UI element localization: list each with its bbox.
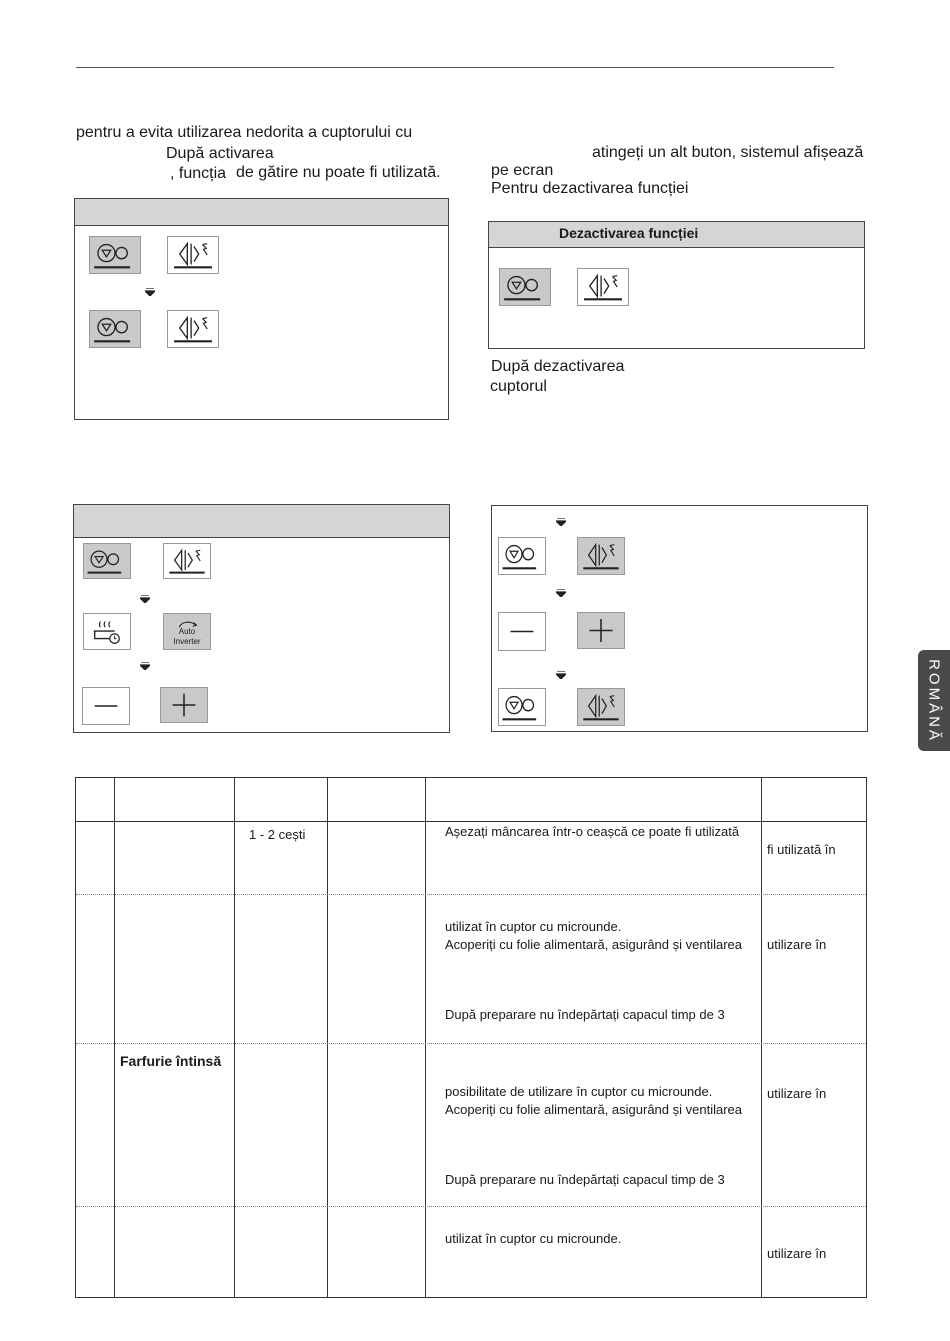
stop-circle-icon [499,538,545,574]
right-line-3: Pentru dezactivarea funcției [491,180,689,197]
start-microwave-icon [578,538,624,574]
instruction-cell: Acoperiți cu folie alimentară, asigurând și ventilarea [445,1102,742,1117]
right-line-1: atingeți un alt buton, sistemul afișează [592,144,864,161]
instruction-cell: utilizat în cuptor cu microunde. [445,1231,622,1246]
note-cell: utilizare în [767,1086,827,1101]
start-microwave-icon [578,269,628,305]
instruction-cell: Acoperiți cu folie alimentară, asigurând și ventilarea [445,937,742,952]
language-label: ROMÂNĂ [925,658,943,743]
inverter-label: Inverter [173,637,201,646]
plus-icon [161,688,207,722]
note-cell: fi utilizată în [767,842,836,857]
row-divider [76,1206,866,1207]
minus-icon [499,613,545,650]
down-arrow-icon [145,288,155,296]
row-divider [76,1043,866,1044]
stop-circle-icon [84,544,130,578]
deactivation-box [488,221,865,349]
start-button[interactable] [577,688,625,726]
start-microwave-icon [164,544,210,578]
start-button[interactable] [167,310,219,348]
language-tab [918,650,950,751]
col-divider [761,778,762,1297]
instruction-cell: După preparare nu îndepărtați capacul timp de 3 [445,1172,725,1187]
stop-button[interactable] [498,688,546,726]
down-arrow-icon [556,589,566,597]
steam-bowl-timer-icon [84,614,130,649]
start-microwave-icon [578,689,624,725]
intro-line-3b: de gătire nu poate fi utilizată. [236,164,441,181]
plus-button[interactable] [160,687,208,723]
activation-box [74,198,449,420]
stop-button[interactable] [499,268,551,306]
after-line-2: cuptorul [490,378,547,395]
activation-box-header [75,199,448,226]
header-rule [76,67,834,68]
portion-cell: 1 - 2 cești [249,827,306,842]
sequence-box-header [74,505,449,538]
stop-circle-icon [90,311,140,347]
stop-circle-icon [499,689,545,725]
col-divider [114,778,115,1297]
instruction-cell: Așezați mâncarea într-o ceașcă ce poate fi utilizată [445,824,740,839]
sequence-box-left [73,504,450,733]
start-microwave-icon [168,237,218,273]
vessel-cell: Farfurie întinsă [120,1053,222,1069]
stop-button[interactable] [498,537,546,575]
minus-button[interactable] [498,612,546,651]
start-microwave-icon [168,311,218,347]
row-divider [76,894,866,895]
col-divider [327,778,328,1297]
down-arrow-icon [556,518,566,526]
note-cell: utilizare în [767,1246,827,1261]
start-button[interactable] [577,268,629,306]
down-arrow-icon [556,671,566,679]
deactivation-box-header: Dezactivarea funcției [489,222,864,248]
steam-bowl-button[interactable] [83,613,131,650]
header-divider [76,821,866,822]
intro-line-3a: , funcția [170,165,227,182]
minus-icon [83,688,129,724]
stop-button[interactable] [89,236,141,274]
down-arrow-icon [140,595,150,603]
auto-inverter-button[interactable] [163,613,211,650]
plus-button[interactable] [577,612,625,649]
down-arrow-icon [140,662,150,670]
col-divider [234,778,235,1297]
instruction-cell: utilizat în cuptor cu microunde. [445,919,622,934]
start-button[interactable] [577,537,625,575]
stop-circle-icon [90,237,140,273]
start-button[interactable] [163,543,211,579]
note-cell: utilizare în [767,937,827,952]
sequence-box-right [491,505,868,732]
minus-button[interactable] [82,687,130,725]
intro-line-2: După activarea [166,145,274,162]
stop-button[interactable] [89,310,141,348]
after-line-1: După dezactivarea [491,358,625,375]
start-button[interactable] [167,236,219,274]
intro-line-1: pentru a evita utilizarea nedorita a cuptorului cu [76,124,413,141]
instruction-cell: posibilitate de utilizare în cuptor cu microunde. [445,1084,713,1099]
stop-circle-icon [500,269,550,305]
right-line-2: pe ecran [491,162,554,179]
auto-label: Auto [178,627,196,636]
instruction-cell: După preparare nu îndepărtați capacul timp de 3 [445,1007,725,1022]
plus-icon [578,613,624,648]
col-divider [425,778,426,1297]
stop-button[interactable] [83,543,131,579]
food-table [75,777,867,1298]
